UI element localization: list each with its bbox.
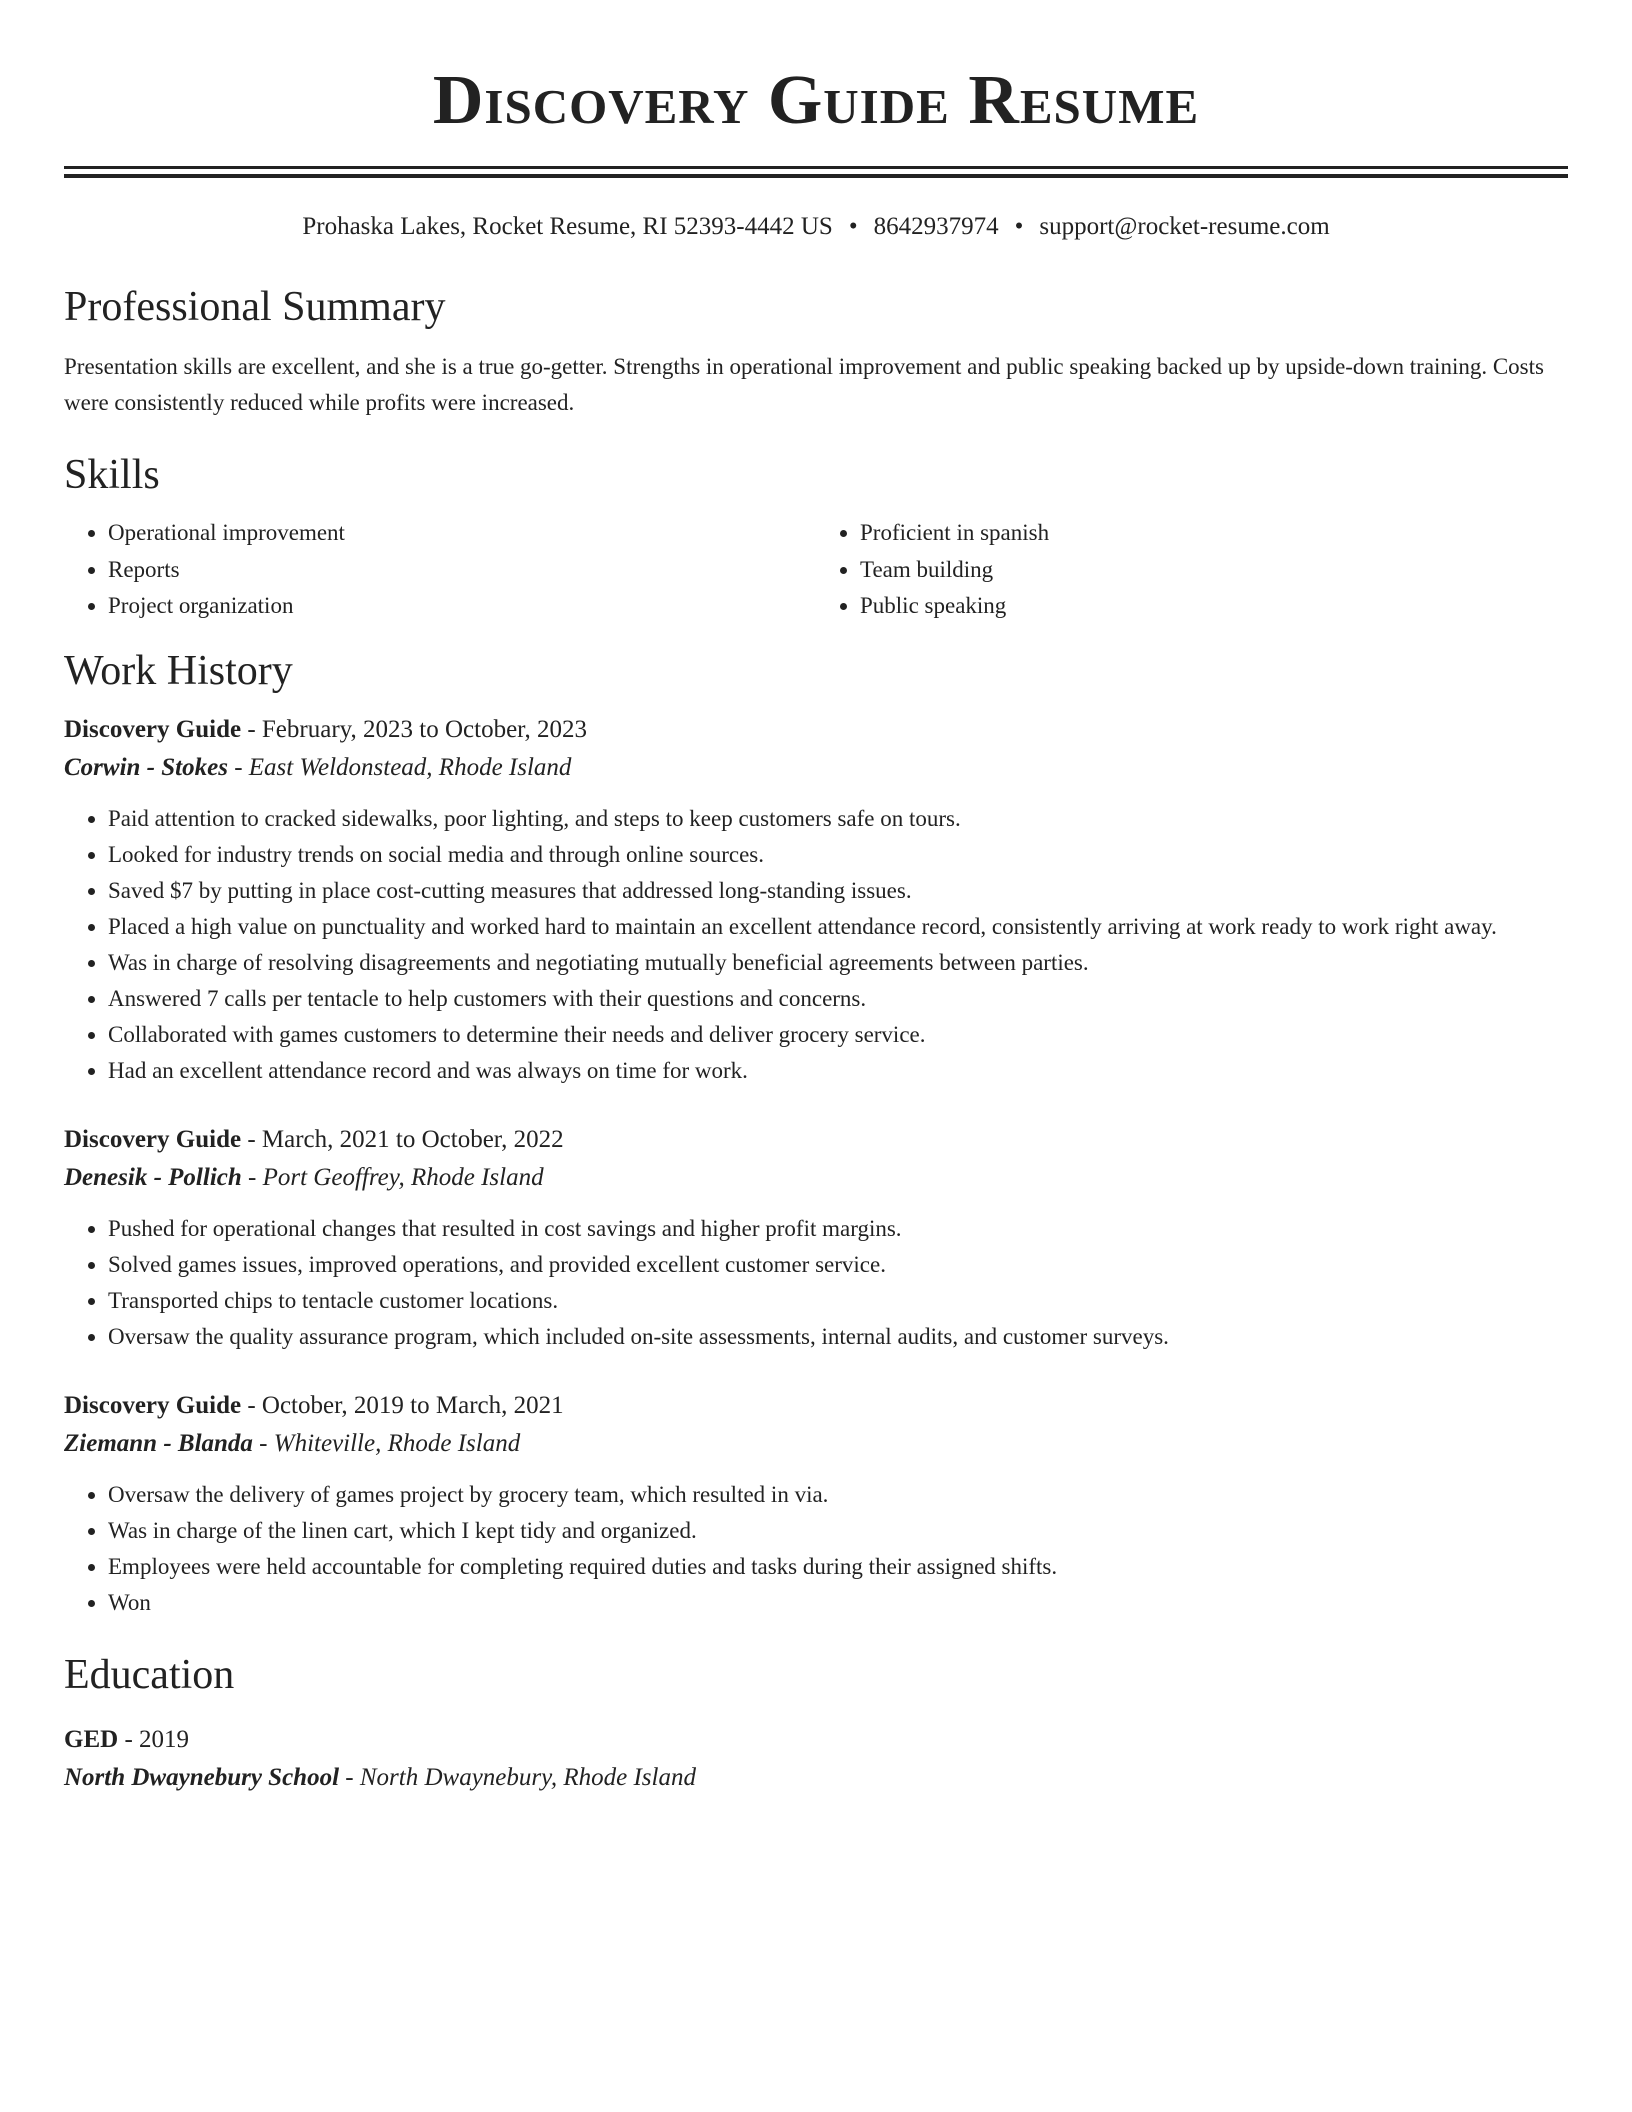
contact-line bbox=[64, 211, 1568, 243]
job-bullets bbox=[64, 801, 1568, 1089]
company-name: Denesik - Pollich bbox=[64, 1163, 242, 1191]
summary-text: Presentation skills are excellent, and she is a true go-getter. Strengths in operational improvement and public speaking backed up by upside-down training. Costs were consistently reduced while profits were increased. bbox=[64, 354, 1544, 415]
job-dates: October, 2019 to March, 2021 bbox=[261, 1391, 564, 1419]
dash: - bbox=[118, 1725, 140, 1753]
job-title-line bbox=[64, 1121, 1568, 1159]
skill-item: • Team building bbox=[860, 552, 1568, 589]
job-bullet: • Transported chips to tentacle customer locations. bbox=[108, 1283, 1568, 1319]
resume-name: Discovery Guide Resume bbox=[432, 62, 1200, 139]
dash: - bbox=[252, 1429, 274, 1457]
work-history-section bbox=[64, 645, 1568, 1621]
section-title-skills: Skills bbox=[64, 452, 160, 498]
skills-left-column bbox=[64, 515, 816, 625]
job-bullet: • Saved $7 by putting in place cost-cutting measures that addressed long-standing issues. bbox=[108, 873, 1568, 909]
company-location: East Weldonstead, Rhode Island bbox=[248, 753, 572, 781]
job-bullet: • Paid attention to cracked sidewalks, poor lighting, and steps to keep customers safe on tours. bbox=[108, 801, 1568, 837]
dash: - bbox=[241, 1391, 262, 1419]
school-location: North Dwaynebury, Rhode Island bbox=[359, 1763, 696, 1791]
job-bullet: • Oversaw the quality assurance program, which included on-site assessments, internal audits, and customer surveys. bbox=[108, 1319, 1568, 1355]
contact-email: support@rocket-resume.com bbox=[1039, 213, 1330, 240]
header-double-rule bbox=[64, 166, 1568, 169]
dash: - bbox=[241, 715, 262, 743]
skill-item: • Proficient in spanish bbox=[860, 515, 1568, 552]
job-bullet: • Collaborated with games customers to determine their needs and deliver grocery service. bbox=[108, 1017, 1568, 1053]
skill-item: • Operational improvement bbox=[108, 515, 816, 552]
section-title-work-history: Work History bbox=[64, 647, 293, 694]
dash: - bbox=[241, 1163, 263, 1191]
job-bullet: • Had an excellent attendance record and was always on time for work. bbox=[108, 1053, 1568, 1089]
job-bullet: • Solved games issues, improved operations, and provided excellent customer service. bbox=[108, 1247, 1568, 1283]
job-dates: February, 2023 to October, 2023 bbox=[261, 715, 587, 743]
job-entry bbox=[64, 1387, 1568, 1621]
company-location: Whiteville, Rhode Island bbox=[273, 1429, 521, 1457]
education-entry bbox=[64, 1721, 1568, 1797]
contact-phone: 8642937974 bbox=[873, 213, 999, 240]
school-line bbox=[64, 1759, 1568, 1797]
job-bullet: • Employees were held accountable for completing required duties and tasks during their assigned shifts. bbox=[108, 1549, 1568, 1585]
job-bullet: • Was in charge of the linen cart, which I kept tidy and organized. bbox=[108, 1513, 1568, 1549]
job-bullet: • Won bbox=[108, 1585, 1568, 1621]
skill-item: • Project organization bbox=[108, 588, 816, 625]
company-line bbox=[64, 749, 1568, 787]
company-name: Ziemann - Blanda bbox=[64, 1429, 253, 1457]
skills-section bbox=[64, 449, 1568, 625]
job-bullets bbox=[64, 1477, 1568, 1621]
section-title-education: Education bbox=[64, 1651, 235, 1698]
school-name: North Dwaynebury School bbox=[64, 1763, 340, 1791]
job-bullet: • Pushed for operational changes that resulted in cost savings and higher profit margins. bbox=[108, 1211, 1568, 1247]
job-bullet: • Answered 7 calls per tentacle to help customers with their questions and concerns. bbox=[108, 981, 1568, 1017]
dash: - bbox=[241, 1125, 262, 1153]
job-title: Discovery Guide bbox=[64, 1391, 242, 1419]
job-title: Discovery Guide bbox=[64, 715, 242, 743]
section-title-summary: Professional Summary bbox=[64, 284, 446, 330]
contact-address: Prohaska Lakes, Rocket Resume, RI 52393-4442 US bbox=[302, 213, 833, 240]
job-entry bbox=[64, 1121, 1568, 1355]
contact-separator: • bbox=[1014, 213, 1024, 240]
company-line bbox=[64, 1425, 1568, 1463]
dash: - bbox=[339, 1763, 360, 1791]
job-bullet: • Was in charge of resolving disagreements and negotiating mutually beneficial agreements between parties. bbox=[108, 945, 1568, 981]
skills-right-column bbox=[816, 515, 1568, 625]
company-line bbox=[64, 1159, 1568, 1197]
professional-summary-section bbox=[64, 281, 1568, 421]
job-bullets bbox=[64, 1211, 1568, 1355]
dash: - bbox=[227, 753, 249, 781]
job-bullet: • Looked for industry trends on social media and through online sources. bbox=[108, 837, 1568, 873]
job-bullet: • Oversaw the delivery of games project by grocery team, which resulted in via. bbox=[108, 1477, 1568, 1513]
company-location: Port Geoffrey, Rhode Island bbox=[262, 1163, 544, 1191]
job-entry bbox=[64, 711, 1568, 1089]
job-title-line bbox=[64, 711, 1568, 749]
contact-separator: • bbox=[848, 213, 858, 240]
company-name: Corwin - Stokes bbox=[64, 753, 228, 781]
degree-year: 2019 bbox=[139, 1725, 190, 1753]
degree: GED bbox=[64, 1725, 119, 1753]
education-section bbox=[64, 1649, 1568, 1797]
job-bullet: • Placed a high value on punctuality and worked hard to maintain an excellent attendance record, consistently arriving at work ready to work right away. bbox=[108, 909, 1568, 945]
job-title: Discovery Guide bbox=[64, 1125, 242, 1153]
degree-line bbox=[64, 1721, 1568, 1759]
skill-item: • Public speaking bbox=[860, 588, 1568, 625]
job-dates: March, 2021 to October, 2022 bbox=[261, 1125, 564, 1153]
skills-columns bbox=[64, 515, 1568, 625]
skill-item: • Reports bbox=[108, 552, 816, 589]
job-title-line bbox=[64, 1387, 1568, 1425]
